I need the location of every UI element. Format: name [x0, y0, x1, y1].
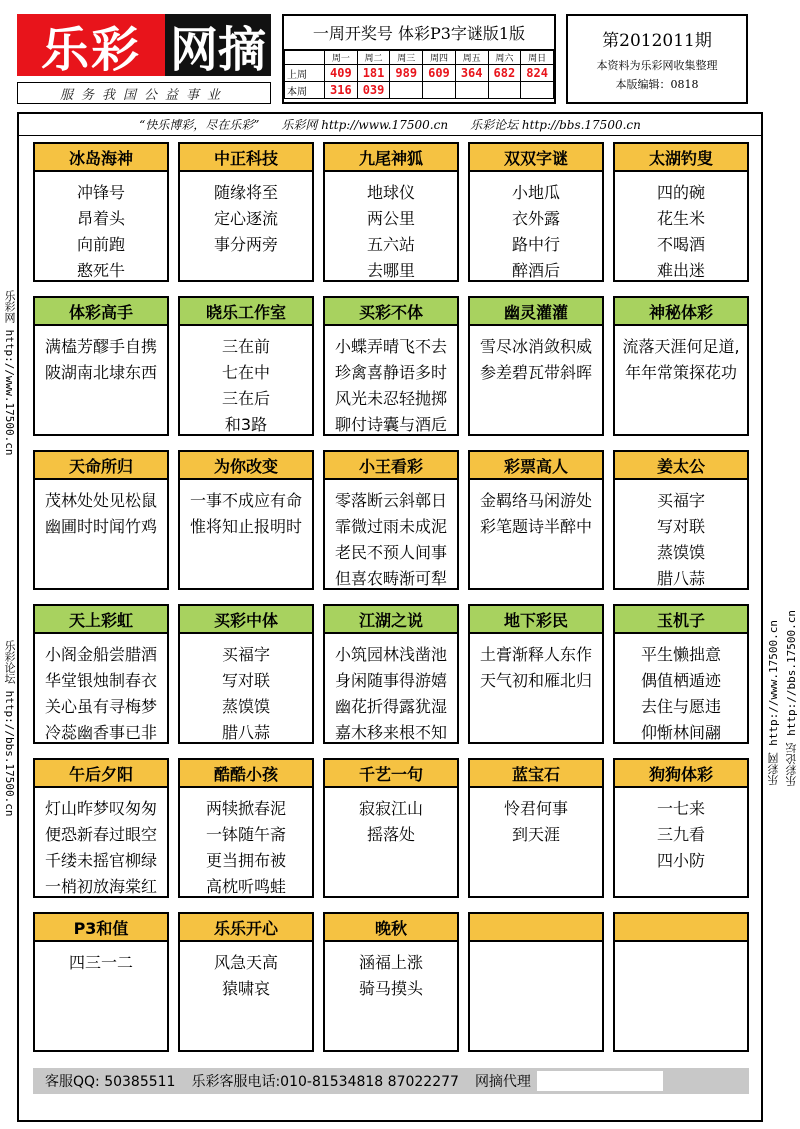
puzzle-line: 风光未忍轻抛掷 [334, 389, 447, 408]
puzzle-line: 怜君何事 [503, 799, 568, 818]
puzzle-line: 难出迷 [656, 261, 705, 280]
this-week-label: 本周 [285, 82, 325, 99]
puzzle-cell-author: 乐乐开心 [180, 914, 312, 942]
puzzle-line: 灯山昨梦叹匆匆 [44, 799, 157, 818]
puzzle-cell [323, 450, 459, 590]
tagline [19, 114, 761, 136]
last-week-row [285, 65, 554, 82]
puzzle-cell-author: 双双字谜 [470, 144, 602, 172]
puzzle-line: 路中行 [511, 235, 560, 254]
issue-number: 第2012011期 [602, 31, 712, 51]
puzzle-cell-body [615, 174, 747, 284]
puzzle-line: 一梢初放海棠红 [44, 877, 157, 896]
day-label: 周二 [357, 51, 390, 65]
puzzle-line: 小筑园林浅凿池 [334, 645, 447, 664]
grid-row [33, 912, 749, 1052]
footer-bar [33, 1068, 749, 1094]
draw-number: 682 [488, 65, 521, 82]
puzzle-cell-body [325, 790, 457, 848]
puzzle-cell-author: 为你改变 [180, 452, 312, 480]
puzzle-cell-author: 地下彩民 [470, 606, 602, 634]
grid-row [33, 296, 749, 436]
puzzle-cell-author: 千艺一句 [325, 760, 457, 788]
puzzle-line: 和3路 [224, 415, 268, 434]
puzzle-cell-body [35, 636, 167, 746]
puzzle-cell-author: 晚秋 [325, 914, 457, 942]
grid-row [33, 604, 749, 744]
puzzle-cell-author [470, 914, 602, 942]
puzzle-line: 风急天高 [213, 953, 278, 972]
draw-number [423, 82, 456, 99]
puzzle-cell [33, 604, 169, 744]
puzzle-line: 高枕听鸣蛙 [205, 877, 286, 896]
puzzle-line: 聊付诗囊与酒卮 [334, 415, 447, 434]
logo [17, 14, 271, 104]
puzzle-cell-body [325, 636, 457, 746]
puzzle-cell [178, 604, 314, 744]
puzzle-line: 涵福上涨 [358, 953, 423, 972]
puzzle-line: 平生懒拙意 [640, 645, 721, 664]
puzzle-line: 两公里 [366, 209, 415, 228]
puzzle-line: 蒸馍馍 [221, 697, 270, 716]
puzzle-cell [33, 758, 169, 898]
puzzle-line: 幽花折得露犹湿 [334, 697, 447, 716]
puzzle-cell-body [470, 174, 602, 284]
puzzle-cell-body [470, 790, 602, 848]
puzzle-line: 雪尽冰消敛积威 [479, 337, 592, 356]
draws-title: 一周开奖号 体彩P3字谜版1版 [284, 16, 554, 50]
day-label: 周一 [325, 51, 358, 65]
draw-number: 316 [325, 82, 358, 99]
puzzle-cell-author: 小王看彩 [325, 452, 457, 480]
puzzle-cell [468, 758, 604, 898]
side-forum-link-left[interactable]: 乐彩论坛 http://bbs.17500.cn [3, 640, 16, 817]
logo-wordmark [17, 14, 271, 76]
puzzle-cell-body [325, 482, 457, 592]
puzzle-line: 参差碧瓦带斜晖 [479, 363, 592, 382]
puzzle-cell [178, 912, 314, 1052]
puzzle-cell-author: 狗狗体彩 [615, 760, 747, 788]
puzzle-line: 天气初和雁北归 [479, 671, 592, 690]
puzzle-cell-author: 江湖之说 [325, 606, 457, 634]
puzzle-line: 腊八蒜 [656, 569, 705, 588]
grid-row [33, 142, 749, 282]
puzzle-line: 蒸馍馍 [656, 543, 705, 562]
puzzle-line: 小阁金船尝腊酒 [44, 645, 157, 664]
puzzle-cell [178, 142, 314, 282]
puzzle-line: 四的碗 [656, 183, 705, 202]
puzzle-line: 写对联 [221, 671, 270, 690]
logo-slogan: 服务我国公益事业 [17, 82, 271, 104]
side-site-link-left[interactable]: 乐彩网 http://www.17500.cn [3, 290, 16, 456]
puzzle-cell-author: 中正科技 [180, 144, 312, 172]
puzzle-line: 四小防 [656, 851, 705, 870]
puzzle-line: 小蝶弄晴飞不去 [334, 337, 447, 356]
puzzle-cell-body [470, 636, 602, 694]
puzzle-line: 关心虽有寻梅梦 [44, 697, 157, 716]
puzzle-cell [613, 912, 749, 1052]
puzzle-cell [33, 450, 169, 590]
puzzle-cell-body [180, 944, 312, 1002]
puzzle-cell-body [470, 482, 602, 540]
puzzle-cell [613, 142, 749, 282]
puzzle-line: 小地瓜 [511, 183, 560, 202]
puzzle-line: 霏微过雨未成泥 [334, 517, 447, 536]
puzzle-line: 寂寂江山 [358, 799, 423, 818]
puzzle-cell [613, 450, 749, 590]
puzzle-line: 写对联 [656, 517, 705, 536]
puzzle-cell-body [35, 790, 167, 900]
puzzle-line: 嘉木移来根不知 [334, 723, 447, 742]
puzzle-cell [33, 142, 169, 282]
puzzle-line: 去哪里 [366, 261, 415, 280]
puzzle-cell-body [35, 328, 167, 386]
puzzle-line: 土膏渐释人东作 [479, 645, 592, 664]
puzzle-line: 两犊掀春泥 [205, 799, 286, 818]
weekly-draw-results [282, 14, 556, 104]
puzzle-line: 三九看 [656, 825, 705, 844]
puzzle-cell-body [325, 174, 457, 284]
puzzle-cell-body [180, 636, 312, 746]
puzzle-cell [178, 450, 314, 590]
puzzle-cell-author: 酷酷小孩 [180, 760, 312, 788]
puzzle-line: 一事不成应有命 [189, 491, 302, 510]
puzzle-cell-body [615, 482, 747, 592]
footer-phone: 乐彩客服电话:010-81534818 87022277 [191, 1074, 459, 1090]
issue-box [566, 14, 748, 104]
puzzle-line: 身闲随事得游嬉 [334, 671, 447, 690]
puzzle-cell-body [325, 328, 457, 438]
puzzle-cell-author: 午后夕阳 [35, 760, 167, 788]
puzzle-line: 买福字 [656, 491, 705, 510]
puzzle-cell-body [615, 328, 747, 386]
puzzle-line: 摇落处 [366, 825, 415, 844]
puzzle-line: 三在前 [221, 337, 270, 356]
day-label: 周日 [521, 51, 554, 65]
main-frame [17, 112, 763, 1122]
puzzle-line: 七在中 [221, 363, 270, 382]
puzzle-cell-author: 蓝宝石 [470, 760, 602, 788]
puzzle-line: 不喝酒 [656, 235, 705, 254]
puzzle-cell-author: 天上彩虹 [35, 606, 167, 634]
puzzle-cell [468, 450, 604, 590]
day-label: 周四 [423, 51, 456, 65]
puzzle-line: 骑马摸头 [358, 979, 423, 998]
puzzle-line: 三在后 [221, 389, 270, 408]
draws-days-row [285, 51, 554, 65]
puzzle-cell [613, 296, 749, 436]
draw-number: 181 [357, 65, 390, 82]
puzzle-line: 腊八蒜 [221, 723, 270, 742]
issue-note: 本资料为乐彩网收集整理 [596, 59, 718, 72]
puzzle-cell-body [180, 174, 312, 258]
puzzle-cell-author: 买彩不体 [325, 298, 457, 326]
footer-agent: 网摘代理 [474, 1074, 531, 1090]
side-forum-link-right[interactable]: 乐彩论坛 http://bbs.17500.cn [785, 610, 798, 787]
puzzle-cell-author: 体彩高手 [35, 298, 167, 326]
puzzle-line: 惟将知止报明时 [189, 517, 302, 536]
puzzle-cell [468, 142, 604, 282]
puzzle-cell [323, 296, 459, 436]
puzzle-line: 流落天涯何足道, [622, 337, 740, 356]
puzzle-cell [323, 912, 459, 1052]
puzzle-cell-author: 幽灵灌灌 [470, 298, 602, 326]
puzzle-cell-author: 神秘体彩 [615, 298, 747, 326]
puzzle-line: 但喜农畴渐可犁 [334, 569, 447, 588]
tagline-forum-link[interactable]: 乐彩论坛 http://bbs.17500.cn [470, 118, 641, 132]
puzzle-line: 满榼芳醪手自携 [44, 337, 157, 356]
grid-row [33, 758, 749, 898]
puzzle-cell-body [180, 482, 312, 540]
draw-number: 039 [357, 82, 390, 99]
puzzle-line: 去住与愿违 [640, 697, 721, 716]
puzzle-cell-body [325, 944, 457, 1002]
puzzle-cell [33, 296, 169, 436]
tagline-site-link[interactable]: 乐彩网 http://www.17500.cn [281, 118, 449, 132]
puzzle-line: 幽圃时时闻竹鸡 [44, 517, 157, 536]
puzzle-cell [468, 912, 604, 1052]
puzzle-line: 仰惭林间翮 [640, 723, 721, 742]
puzzle-cell [178, 296, 314, 436]
draws-table [284, 50, 554, 99]
puzzle-line: 四三一二 [68, 953, 133, 972]
puzzle-cell [323, 758, 459, 898]
puzzle-line: 珍禽喜静语多时 [334, 363, 447, 382]
puzzle-line: 金羁络马闲游处 [479, 491, 592, 510]
puzzle-cell-body [35, 944, 167, 976]
logo-black-part: 网摘 [165, 14, 271, 76]
puzzle-cell-author: P3和值 [35, 914, 167, 942]
puzzle-cell [468, 604, 604, 744]
draw-number: 989 [390, 65, 423, 82]
puzzle-line: 一钵随午斋 [205, 825, 286, 844]
draw-number: 364 [455, 65, 488, 82]
puzzle-line: 陂湖南北埭东西 [44, 363, 157, 382]
puzzle-line: 千缕未摇官柳绿 [44, 851, 157, 870]
puzzle-line: 年年常策探花功 [624, 363, 737, 382]
puzzle-line: 定心逐流 [213, 209, 278, 228]
puzzle-line: 彩笔题诗半醉中 [479, 517, 592, 536]
draw-number [521, 82, 554, 99]
day-label: 周五 [455, 51, 488, 65]
puzzle-cell-body [470, 944, 602, 950]
puzzle-cell-author: 天命所归 [35, 452, 167, 480]
puzzle-line: 冲锋号 [76, 183, 125, 202]
this-week-row [285, 82, 554, 99]
puzzle-line: 昂着头 [76, 209, 125, 228]
puzzle-line: 茂林处处见松鼠 [44, 491, 157, 510]
puzzle-cell-author: 太湖钓叟 [615, 144, 747, 172]
puzzle-cell-author: 玉机子 [615, 606, 747, 634]
puzzle-cell-body [180, 328, 312, 438]
draw-number [488, 82, 521, 99]
puzzle-cell-body [615, 944, 747, 950]
puzzle-line: 猿啸哀 [221, 979, 270, 998]
puzzle-cell-body [615, 636, 747, 746]
puzzle-cell-body [35, 482, 167, 540]
puzzle-cell-author: 买彩中体 [180, 606, 312, 634]
puzzle-cell-body [35, 174, 167, 284]
puzzle-cell-author: 冰岛海神 [35, 144, 167, 172]
puzzle-cell [613, 758, 749, 898]
puzzle-cell [323, 142, 459, 282]
draw-number: 409 [325, 65, 358, 82]
puzzle-cell-author: 晓乐工作室 [180, 298, 312, 326]
puzzle-line: 老民不预人间事 [334, 543, 447, 562]
side-site-link-right[interactable]: 乐彩网 http://www.17500.cn [767, 620, 780, 786]
puzzle-line: 五六站 [366, 235, 415, 254]
puzzle-cell-author: 姜太公 [615, 452, 747, 480]
footer-agent-blank [537, 1071, 663, 1091]
puzzle-cell-author: 九尾神狐 [325, 144, 457, 172]
draw-number: 824 [521, 65, 554, 82]
puzzle-line: 醉酒后 [511, 261, 560, 280]
puzzle-line: 冷蕊幽香事已非 [44, 723, 157, 742]
puzzle-line: 华堂银烛制春衣 [44, 671, 157, 690]
puzzle-line: 衣外露 [511, 209, 560, 228]
puzzle-line: 买福字 [221, 645, 270, 664]
last-week-label: 上周 [285, 65, 325, 82]
puzzle-cell [33, 912, 169, 1052]
issue-editor: 本版编辑：0818 [615, 78, 699, 91]
day-label: 周三 [390, 51, 423, 65]
puzzle-line: 便恐新春过眼空 [44, 825, 157, 844]
puzzle-cell [613, 604, 749, 744]
footer-qq: 客服QQ: 50385511 [45, 1074, 176, 1090]
puzzle-line: 一七来 [656, 799, 705, 818]
puzzle-line: 偶值栖遁迹 [640, 671, 721, 690]
logo-red-part: 乐彩 [17, 14, 165, 76]
puzzle-cell-author: 彩票高人 [470, 452, 602, 480]
puzzle-cell-body [615, 790, 747, 874]
puzzle-cell [178, 758, 314, 898]
puzzle-cell [468, 296, 604, 436]
puzzle-line: 零落断云斜鄣日 [334, 491, 447, 510]
draw-number [455, 82, 488, 99]
puzzle-line: 花生米 [656, 209, 705, 228]
puzzle-line: 向前跑 [76, 235, 125, 254]
puzzle-line: 憨死牛 [76, 261, 125, 280]
day-label: 周六 [488, 51, 521, 65]
puzzle-line: 地球仪 [366, 183, 415, 202]
puzzle-cell-body [180, 790, 312, 900]
puzzle-line: 到天涯 [511, 825, 560, 844]
puzzle-line: 事分两旁 [213, 235, 278, 254]
puzzle-cell [323, 604, 459, 744]
draw-number [390, 82, 423, 99]
puzzle-cell-author [615, 914, 747, 942]
puzzle-line: 随缘将至 [213, 183, 278, 202]
grid-row [33, 450, 749, 590]
draw-number: 609 [423, 65, 456, 82]
puzzle-line: 更当拥布被 [205, 851, 286, 870]
puzzle-cell-body [470, 328, 602, 386]
tagline-quote: “快乐博彩，尽在乐彩” [139, 118, 260, 132]
